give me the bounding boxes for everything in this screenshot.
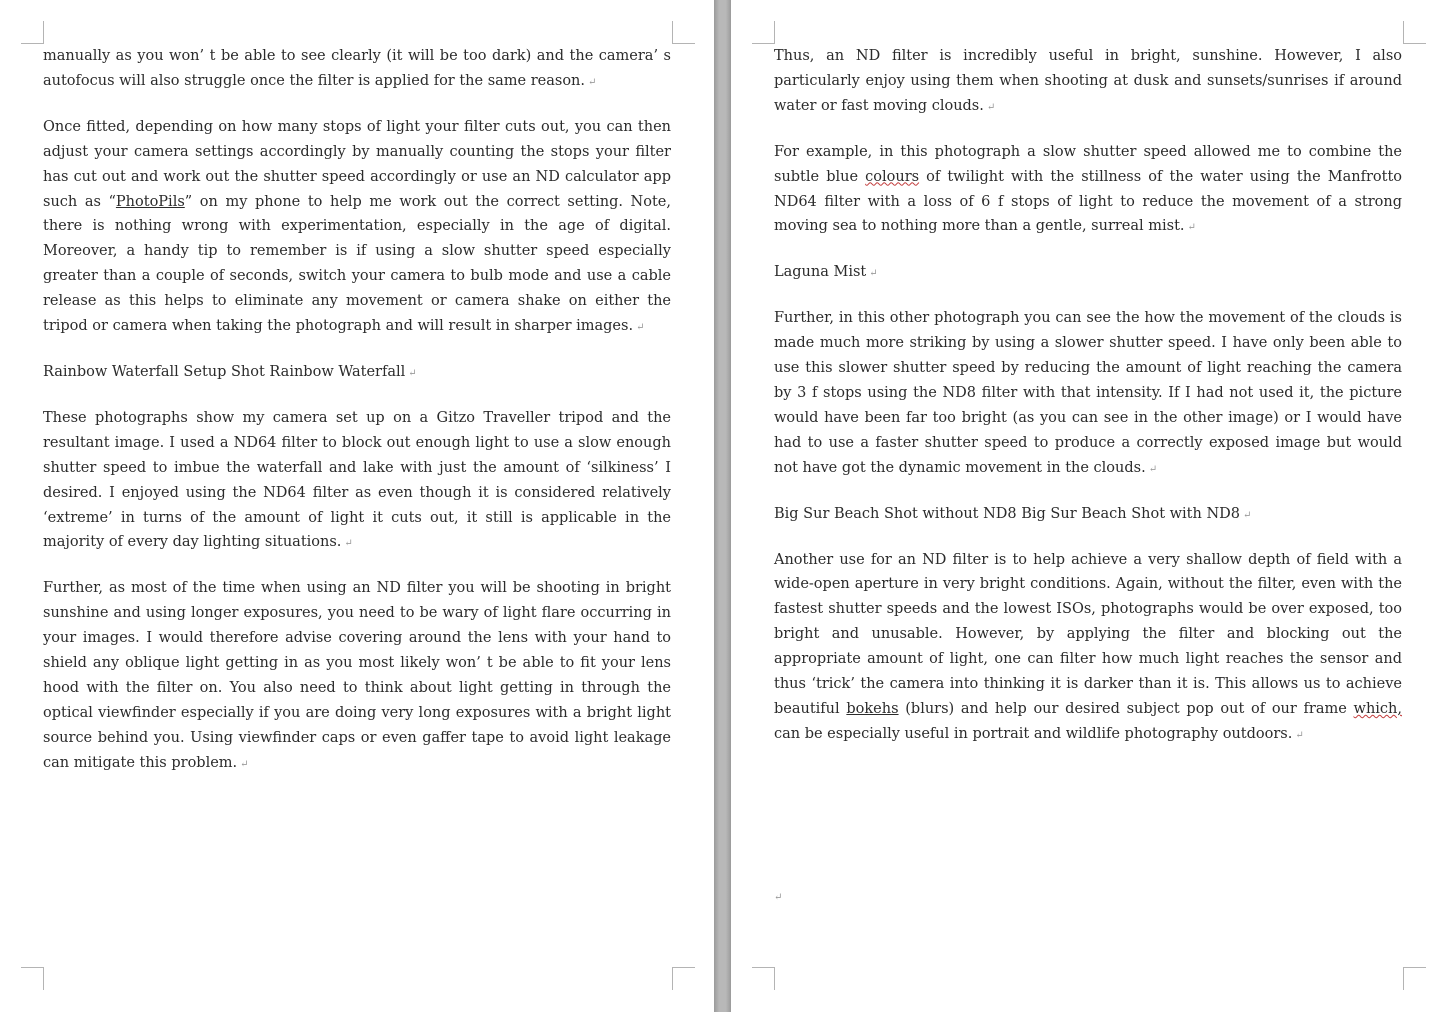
margin-corner-top-left	[752, 21, 775, 44]
margin-corner-top-right	[1403, 21, 1426, 44]
image-caption[interactable]	[43, 360, 671, 387]
margin-corner-bottom-right	[672, 967, 695, 990]
paragraph-mark: ↵	[869, 268, 878, 280]
paragraph-mark: ↵	[408, 367, 417, 379]
paragraph-mark: ↵	[1243, 509, 1252, 521]
paragraph[interactable]	[43, 44, 671, 96]
page-gap	[714, 0, 731, 1012]
empty-paragraph-mark: ↵	[774, 892, 783, 903]
paragraph-mark: ↵	[344, 538, 353, 550]
paragraph[interactable]	[43, 576, 671, 777]
paragraph[interactable]	[774, 44, 1402, 121]
margin-corner-top-left	[21, 21, 44, 44]
paragraph-mark: ↵	[1187, 222, 1196, 234]
margin-corner-bottom-left	[752, 967, 775, 990]
document-page-right[interactable]	[731, 0, 1445, 1012]
paragraph-mark: ↵	[986, 101, 996, 113]
paragraph-mark: ↵	[1295, 729, 1304, 741]
caption-text: Laguna Mist	[774, 264, 867, 281]
app-name-link[interactable]: PhotoPils	[115, 193, 185, 210]
paragraph-text: Further, as most of the time when using an ND filter you will be shooting in bright sunshine and using longer exposures, you need to be wary of light flare occurring in your images. I would therefore advise covering around the lens with your hand to shield any oblique light getting in as you most likely won’ t be able to fit your lens hood with the filter on. You also need to think about light getting in through the optical viewfinder especially if you are doing very long exposures with a bright light source behind you. Using viewfinder caps or even gaffer tape to avoid light leakage can mitigate this problem.	[43, 580, 671, 771]
paragraph[interactable]	[774, 140, 1402, 242]
paragraph-text: Further, in this other photograph you can see the how the movement of the clouds is made much more striking by using a slower shutter speed. I have only been able to use this slower shutter speed by reducing the amount of light reaching the camera by 3 f stops using the ND8 filter with that intensity. If I had not used it, the picture would have been far too bright (as you can see in the other image) or I would have had to use a faster shutter speed to produce a correctly exposed image but would not have got the dynamic movement in the clouds.	[774, 310, 1402, 476]
paragraph-text: can be especially useful in portrait and wildlife photography outdoors.	[774, 725, 1293, 742]
caption-text: Rainbow Waterfall Setup Shot Rainbow Waterfall	[43, 363, 406, 380]
paragraph-mark: ↵	[1148, 463, 1158, 475]
paragraph-text: manually as you won’ t be able to see clearly (it will be too dark) and the camera’ s autofocus will also struggle once the filter is applied for the same reason.	[43, 48, 671, 89]
margin-corner-bottom-left	[21, 967, 44, 990]
paragraph-text: Once fitted, depending on how many stops of light your filter cuts out, you can then adjust your camera settings accordingly by manually counting the stops your filter has cut out and work out the shutter speed accordingly or use an ND calculator app such as “	[43, 118, 671, 210]
caption-text: Big Sur Beach Shot without ND8 Big Sur Beach Shot with ND8	[774, 505, 1240, 522]
paragraph[interactable]	[43, 406, 671, 557]
paragraph-mark: ↵	[636, 322, 645, 334]
paragraph[interactable]	[774, 306, 1402, 482]
paragraph[interactable]	[774, 548, 1402, 749]
document-page-left[interactable]	[0, 0, 714, 1012]
image-caption[interactable]	[774, 260, 1402, 287]
paragraph-text: These photographs show my camera set up on a Gitzo Traveller tripod and the resultant image. I used a ND64 filter to block out enough light to use a slow enough shutter speed to imbue the waterfall and lake with just the amount of ‘silkiness’ I desired. I enjoyed using the ND64 filter as even though it is considered relatively ‘extreme’ in turns of the amount of light it cuts out, it still is applicable in the majority of every day lighting situations.	[43, 409, 671, 551]
paragraph-text: For example, in this photograph a slow shutter speed allowed me to combine the subtle blue	[774, 143, 1402, 185]
image-caption[interactable]	[774, 502, 1402, 529]
paragraph[interactable]	[43, 115, 671, 341]
grammar-flagged-word[interactable]: which,	[1353, 700, 1402, 717]
page-text-body[interactable]	[774, 44, 1402, 768]
paragraph-text: Another use for an ND filter is to help achieve a very shallow depth of field with a wide-open aperture in very bright conditions. Again, without the filter, even with the fastest shutter speeds and the lowest ISOs, photographs would be over exposed, too bright and unusable. However, by applying the filter and blocking out the appropriate amount of light, one can filter how much light reaches the sensor and thus ‘trick’ the camera into thinking it is darker than it is. This allows us to achieve beautiful	[774, 551, 1402, 717]
paragraph-text: (blurs) and help our desired subject pop out of our frame	[898, 700, 1354, 717]
paragraph-text: there is nothing wrong with experimentation, especially in the age of digital. Moreover, a handy tip to remember is if using a slow shutter speed especially greater than a couple of seconds, switch your camera to bulb mode and use a cable release as this helps to eliminate any movement or camera shake on either the tripod or camera when taking the photograph and will result in sharper images.	[43, 218, 671, 335]
margin-corner-top-right	[672, 21, 695, 44]
spellcheck-flagged-word[interactable]: bokehs	[846, 700, 899, 717]
paragraph-text: Thus, an ND filter is incredibly useful in bright, sunshine. However, I also particularly enjoy using them when shooting at dusk and sunsets/sunrises if around water or fast moving clouds.	[774, 48, 1402, 114]
paragraph-mark: ↵	[588, 76, 597, 88]
spellcheck-flagged-word[interactable]: colours	[865, 168, 920, 185]
margin-corner-bottom-right	[1403, 967, 1426, 990]
page-text-body[interactable]	[43, 44, 671, 797]
paragraph-text: of twilight with the stillness of the water using the Manfrotto ND64 filter with a loss of 6 f stops of light to reduce the movement of a strong moving sea to nothing more than a gentle, surreal mist.	[774, 168, 1402, 235]
paragraph-text: ” on my phone to help me work out the correct setting. Note,	[184, 193, 671, 210]
paragraph-mark: ↵	[240, 758, 249, 770]
